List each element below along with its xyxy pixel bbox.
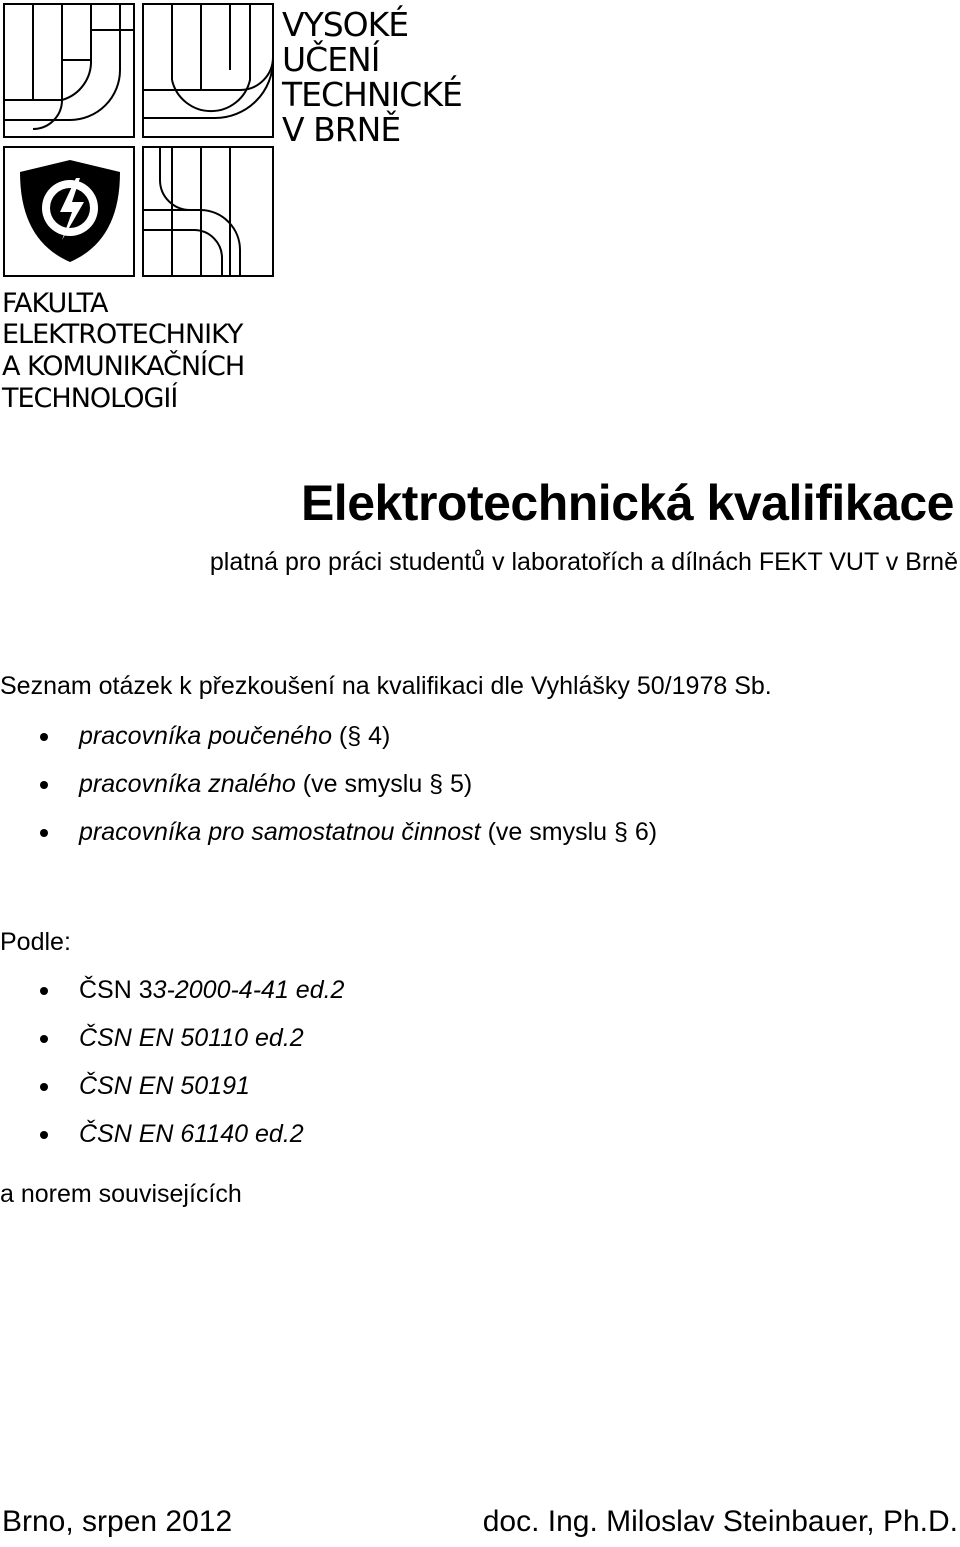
faculty-name-line-2: ELEKTROTECHNIKY bbox=[2, 319, 243, 350]
bullet-icon bbox=[40, 1035, 48, 1043]
lightning-shield-icon bbox=[16, 158, 124, 266]
bullet-icon bbox=[40, 829, 48, 837]
qualification-name: pracovníka pro samostatnou činnost bbox=[79, 818, 481, 846]
section-ref: (ve smyslu § 6) bbox=[487, 818, 658, 846]
related-standards-text: a norem souvisejících bbox=[0, 1180, 242, 1208]
footer-author: doc. Ing. Miloslav Steinbauer, Ph.D. bbox=[482, 1505, 958, 1538]
section-ref: (ve smyslu § 5) bbox=[302, 770, 473, 798]
section-ref: (§ 4) bbox=[338, 722, 391, 750]
university-name-line-3: TECHNICKÉ bbox=[282, 75, 462, 114]
footer-place-date: Brno, srpen 2012 bbox=[2, 1505, 233, 1538]
list-item bbox=[0, 1014, 344, 1062]
bullet-icon bbox=[40, 733, 48, 741]
standard-code: ČSN EN 61140 ed.2 bbox=[79, 1120, 304, 1148]
according-label: Podle: bbox=[0, 928, 71, 956]
bullet-icon bbox=[40, 987, 48, 995]
standard-code: 3-2000-4-41 ed.2 bbox=[152, 976, 345, 1004]
section-icon: § bbox=[429, 770, 444, 798]
bullet-icon bbox=[40, 1083, 48, 1091]
university-name-line-1: VYSOKÉ bbox=[282, 5, 409, 44]
document-title: Elektrotechnická kvalifikace bbox=[300, 475, 954, 531]
list-item bbox=[0, 1110, 344, 1158]
list-item bbox=[0, 966, 344, 1014]
intro-text: Seznam otázek k přezkoušení na kvalifikaci dle Vyhlášky 50/1978 Sb. bbox=[0, 672, 772, 700]
section-icon: § bbox=[613, 818, 628, 846]
section-icon: § bbox=[347, 722, 362, 750]
standards-list bbox=[0, 966, 344, 1158]
list-item bbox=[0, 760, 657, 808]
standard-code: ČSN EN 50191 bbox=[79, 1072, 250, 1100]
faculty-name-line-1: FAKULTA bbox=[2, 288, 108, 319]
bullet-icon bbox=[40, 1131, 48, 1139]
list-item bbox=[0, 1062, 344, 1110]
faculty-name-line-4: TECHNOLOGIÍ bbox=[2, 383, 178, 414]
qualification-name: pracovníka poučeného bbox=[79, 722, 332, 750]
faculty-name-line-3: A KOMUNIKAČNÍCH bbox=[2, 351, 245, 382]
university-name-line-2: UČENÍ bbox=[282, 40, 380, 79]
list-item bbox=[0, 712, 657, 760]
standard-prefix: ČSN 3 bbox=[79, 976, 153, 1004]
list-item bbox=[0, 808, 657, 856]
qualification-name: pracovníka znalého bbox=[79, 770, 296, 798]
document-subtitle: platná pro práci studentů v laboratořích a dílnách FEKT VUT v Brně bbox=[209, 548, 958, 576]
qualification-list bbox=[0, 712, 657, 856]
university-name-line-4: V BRNĚ bbox=[282, 110, 401, 149]
standard-code: ČSN EN 50110 ed.2 bbox=[79, 1024, 304, 1052]
bullet-icon bbox=[40, 781, 48, 789]
